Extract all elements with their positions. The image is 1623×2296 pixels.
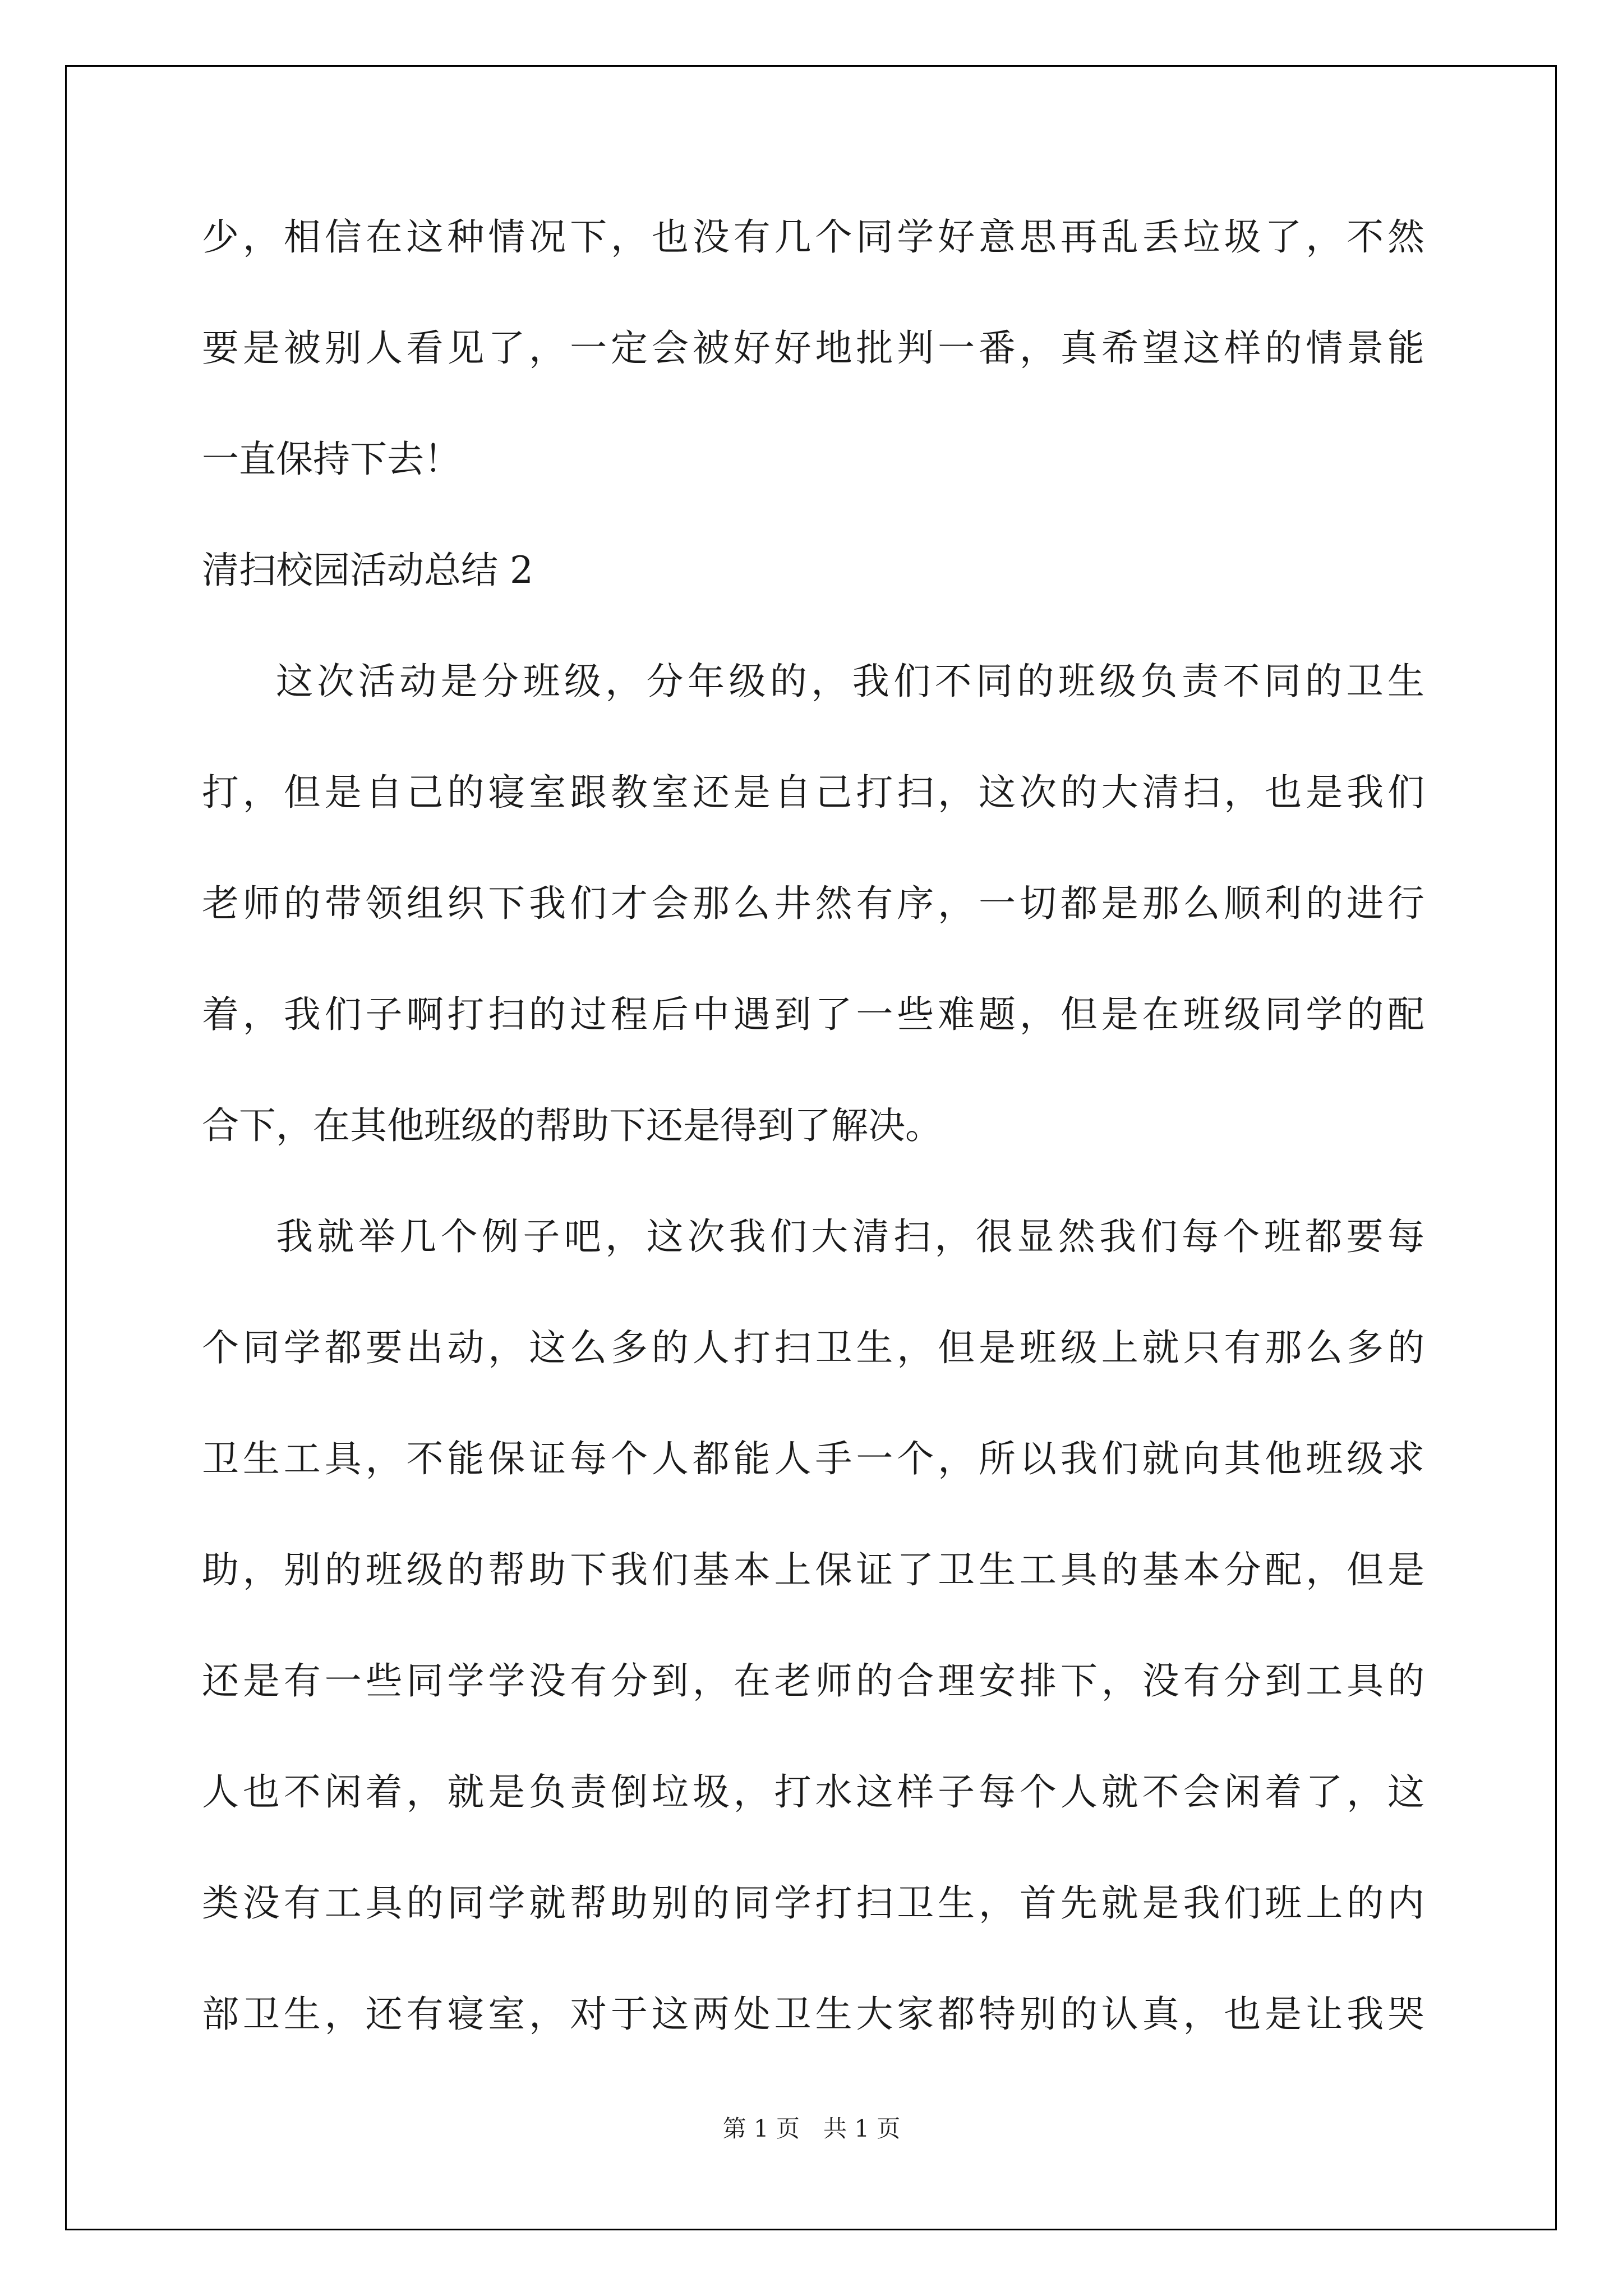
body-line: 卫生工具，不能保证每个人都能人手一个，所以我们就向其他班级求 [202,1437,1424,1480]
body-line: 打，但是自己的寝室跟教室还是自己打扫，这次的大清扫，也是我们 [202,771,1424,814]
body-line: 这次活动是分班级，分年级的，我们不同的班级负责不同的卫生 [276,660,1424,703]
body-line: 要是被别人看见了，一定会被好好地批判一番，真希望这样的情景能 [202,326,1424,370]
body-line: 我就举几个例子吧，这次我们大清扫，很显然我们每个班都要每 [276,1215,1424,1258]
body-line: 助，别的班级的帮助下我们基本上保证了卫生工具的基本分配，但是 [202,1548,1424,1591]
body-line: 部卫生，还有寝室，对于这两处卫生大家都特别的认真，也是让我哭 [202,1993,1424,2036]
body-line: 老师的带领组织下我们才会那么井然有序，一切都是那么顺利的进行 [202,882,1424,925]
document-body [202,215,1424,2107]
body-line: 着，我们子啊打扫的过程后中遇到了一些难题，但是在班级同学的配 [202,993,1424,1036]
section-heading: 清扫校园活动总结 2 [202,549,533,592]
page-number-footer: 第 1 页 共 1 页 [722,2115,901,2142]
body-line: 少，相信在这种情况下，也没有几个同学好意思再乱丢垃圾了，不然 [202,215,1424,259]
body-line: 还是有一些同学学没有分到，在老师的合理安排下，没有分到工具的 [202,1659,1424,1703]
body-line: 人也不闲着，就是负责倒垃圾，打水这样子每个人就不会闲着了，这 [202,1770,1424,1814]
body-line: 类没有工具的同学就帮助别的同学打扫卫生，首先就是我们班上的内 [202,1881,1424,1925]
body-line: 个同学都要出动，这么多的人打扫卫生，但是班级上就只有那么多的 [202,1326,1424,1369]
body-line: 合下，在其他班级的帮助下还是得到了解决。 [202,1104,942,1147]
body-line: 一直保持下去！ [202,438,461,481]
